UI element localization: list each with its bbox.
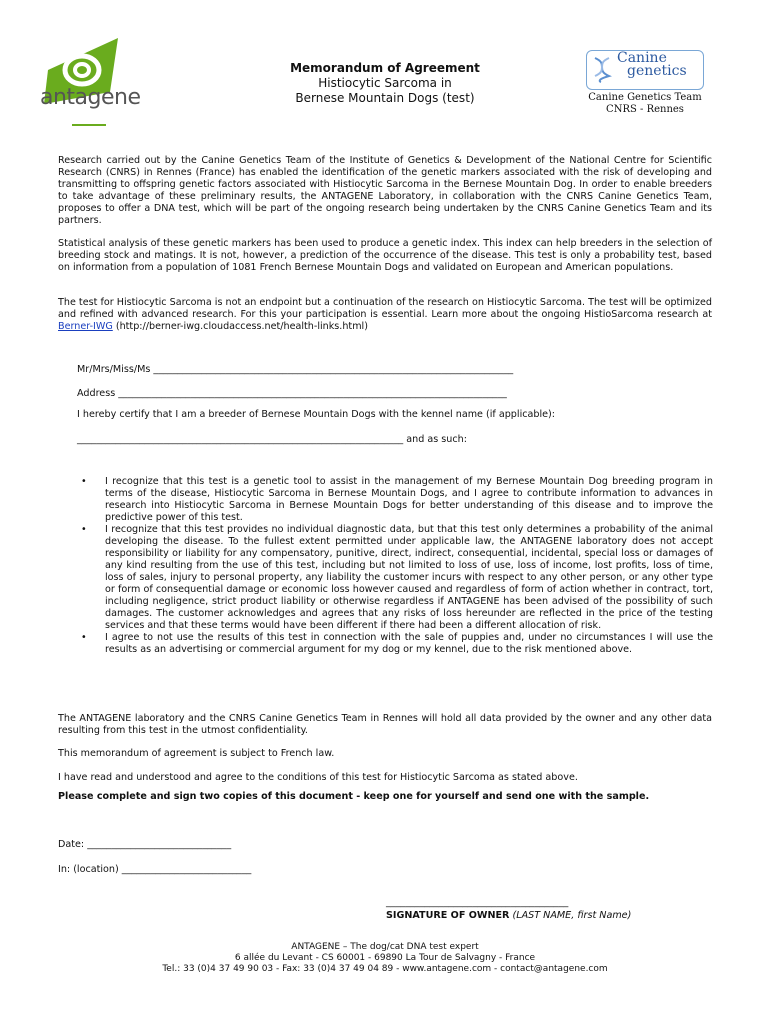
- document-subtitle-1: Histiocytic Sarcoma in: [318, 76, 452, 90]
- footer: [100, 942, 670, 975]
- berner-iwg-link[interactable]: Berner-IWG: [58, 321, 113, 332]
- logo-underline: [72, 124, 106, 126]
- bullet-dot: •: [81, 632, 87, 643]
- signature-label: SIGNATURE OF OWNER: [386, 910, 510, 921]
- date-field-line[interactable]: Date: ______________________________: [58, 839, 232, 850]
- partner-logo-line2: genetics: [627, 63, 687, 79]
- document-subtitle-2: Bernese Mountain Dogs (test): [295, 91, 475, 105]
- partner-caption-line1: Canine Genetics Team: [588, 92, 702, 103]
- agreement-bullet-list: [77, 476, 713, 656]
- agreement-statement: I have read and understood and agree to the conditions of this test for Histiocytic Sarcoma as stated above.: [58, 772, 578, 783]
- signature-hint: (LAST NAME, first Name): [512, 910, 632, 921]
- kennel-field-line[interactable]: ____________________________________________________________________ and as such:: [77, 434, 467, 445]
- dna-helix-icon: [591, 56, 613, 84]
- antagene-logo-text: [40, 85, 141, 110]
- bullet-item-1: [77, 476, 713, 524]
- bullet-text-3: I agree to not use the results of this test in connection with the sale of puppies and, under no circumstances I will use the results as an advertising or commercial argument for my dog or my kennel, due to the risk mentioned above.: [105, 632, 713, 655]
- research-text-end: (http://berner-iwg.cloudaccess.net/health-links.html): [112, 321, 368, 332]
- logo-wordmark: antagene: [40, 85, 141, 110]
- footer-address: 6 allée du Levant - CS 60001 - 69890 La Tour de Salvagny - France: [234, 953, 536, 963]
- bullet-text-2: I recognize that this test provides no individual diagnostic data, but that this test only determines a probability of the animal developing the disease. To the fullest extent permitted under applicable law, the ANTAGENE laboratory does not accept responsibility or liability for any compensatory, punitive, direct, indirect, consequential, incidental, special loss or damages of any kind resulting from the use of this test, including but not limited to loss of use, loss of income, lost profits, loss of time, loss of sales, injury to personal property, any liability the customer incurs with respect to any other person, or any other type or form of consequential damage or economic loss however caused and regardless of form of action whether in contract, tort, including negligence, strict product liability or otherwise regardless if ANTAGENE has been advised of the possibility of such damages. The customer acknowledges and agrees that any risks of loss hereunder are reflected in the price of the testing services and that these terms would have been different if there had been a different allocation of risk.: [105, 524, 713, 631]
- certify-statement: I hereby certify that I am a breeder of Bernese Mountain Dogs with the kennel name (if applicable):: [77, 409, 556, 420]
- bullet-item-3: [77, 632, 713, 656]
- document-title: Memorandum of Agreement: [290, 61, 480, 75]
- bullet-dot: •: [81, 476, 87, 487]
- signature-caption: [386, 910, 706, 922]
- french-law-paragraph: This memorandum of agreement is subject to French law.: [58, 748, 335, 759]
- statistics-paragraph: Statistical analysis of these genetic markers has been used to produce a genetic index. This index can help breeders in the selection of breeding stock and matings. It is not, however, a prediction of the occurrence of the disease. This test is only a probability test, based on information from a population of 1081 French Bernese Mountain Dogs and validated on European and American populations.: [58, 238, 712, 273]
- intro-paragraph: Research carried out by the Canine Genetics Team of the Institute of Genetics & Development of the National Centre for Scientific Research (CNRS) in Rennes (France) has enabled the identification of the genetic markers associated with the risk of developing and transmitting to offspring genetic factors associated with Histiocytic Sarcoma in the Bernese Mountain Dog. In order to enable breeders to take advantage of these preliminary results, the ANTAGENE Laboratory, in collaboration with the CNRS Canine Genetics Team, proposes to offer a DNA test, which will be part of the ongoing research being undertaken by the CNRS Canine Genetics Team and its partners.: [58, 155, 712, 226]
- footer-contact: Tel.: 33 (0)4 37 49 90 03 - Fax: 33 (0)4 37 49 04 89 - www.antagene.com - contact@antagene.com: [162, 964, 608, 974]
- footer-tagline: ANTAGENE – The dog/cat DNA test expert: [291, 942, 479, 952]
- bullet-text-1: I recognize that this test is a genetic tool to assist in the management of my Bernese Mountain Dog breeding program in terms of the disease, Histiocytic Sarcoma in Bernese Mountain Dogs, and I agree to contribute information to advances in research into Histiocytic Sarcoma in Bernese Mountain Dogs for better understanding of this disease and to improve the predictive power of this test.: [105, 476, 713, 523]
- document-title-block: [250, 61, 520, 106]
- bullet-item-2: [77, 524, 713, 632]
- signature-line[interactable]: ______________________________________: [386, 897, 569, 908]
- antagene-logo-mark: [38, 30, 133, 130]
- canine-genetics-wordmark: [617, 52, 687, 78]
- address-field-line[interactable]: Address _________________________________________________________________________________: [77, 388, 507, 399]
- research-paragraph: [58, 297, 712, 333]
- location-field-line[interactable]: In: (location) ___________________________: [58, 864, 252, 875]
- partner-logo-line1: Canine: [617, 50, 667, 66]
- confidentiality-paragraph: The ANTAGENE laboratory and the CNRS Canine Genetics Team in Rennes will hold all data provided by the owner and any other data resulting from this test in the utmost confidentiality.: [58, 713, 712, 736]
- partner-caption-line2: CNRS - Rennes: [606, 104, 684, 115]
- instructions-statement: Please complete and sign two copies of this document - keep one for yourself and send one with the sample.: [58, 791, 650, 802]
- bullet-dot: •: [81, 524, 87, 535]
- partner-caption: [578, 92, 712, 116]
- name-field-line[interactable]: Mr/Mrs/Miss/Ms ___________________________________________________________________________: [77, 364, 514, 375]
- research-text-start: The test for Histiocytic Sarcoma is not an endpoint but a continuation of the research on Histiocytic Sarcoma. The test will be optimized and refined with advanced research. For this your participation is essential. Learn more about the ongoing HistioSarcoma research at: [58, 297, 712, 320]
